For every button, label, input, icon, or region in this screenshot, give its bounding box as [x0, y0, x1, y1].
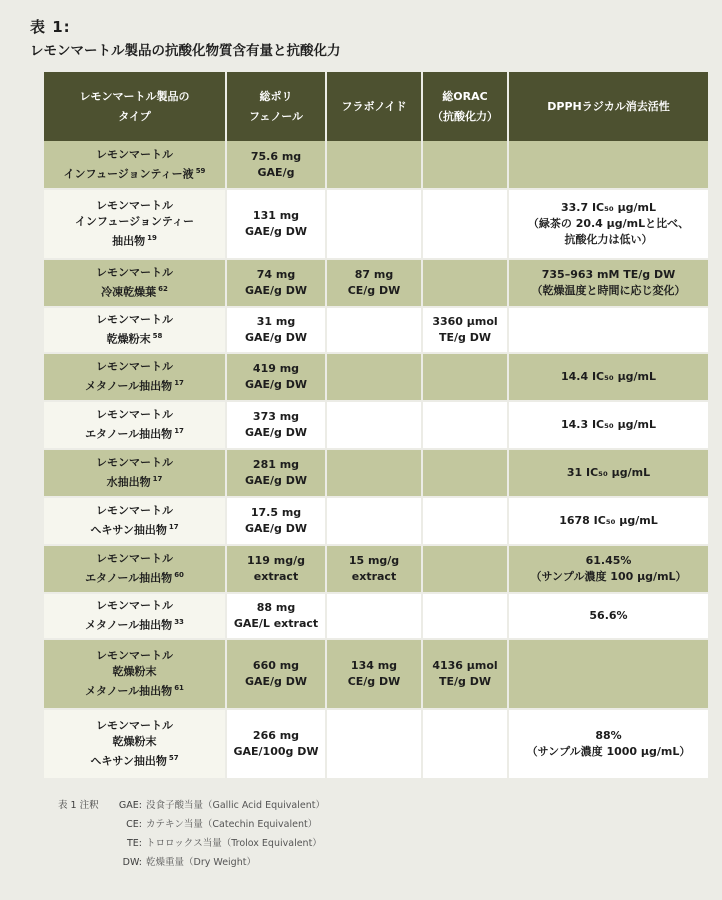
product-cell: [44, 449, 226, 497]
flavonoid-cell: 134 mg CE/g DW: [326, 639, 422, 709]
orac-cell: [422, 353, 508, 401]
antioxidant-table: [44, 72, 708, 780]
product-cell: [44, 497, 226, 545]
reference-number: 19: [147, 234, 157, 243]
flavonoid-cell: [326, 141, 422, 189]
reference-number: 17: [168, 523, 179, 532]
dpph-cell: 1678 IC₅₀ μg/mL: [508, 497, 708, 545]
polyphenol-cell: 119 mg/g extract: [226, 545, 326, 593]
orac-cell: [422, 709, 508, 779]
product-name: レモンマートル エタノール抽出物: [85, 408, 173, 441]
reference-number: 62: [158, 285, 168, 294]
dpph-cell: 61.45% （サンプル濃度 100 μg/mL）: [508, 545, 708, 593]
product-name: レモンマートル 冷凍乾燥葉: [96, 266, 173, 299]
column-header-total-polyphenol: 総ポリ フェノール: [226, 72, 326, 141]
product-cell: [44, 545, 226, 593]
product-name: レモンマートル 乾燥粉末: [96, 313, 173, 346]
reference-number: 17: [174, 427, 184, 436]
flavonoid-cell: [326, 449, 422, 497]
footnote-row: [58, 834, 325, 853]
product-cell: [44, 259, 226, 307]
product-name: レモンマートル メタノール抽出物: [85, 360, 173, 393]
product-name: レモンマートル メタノール抽出物: [85, 599, 173, 632]
orac-cell: [422, 593, 508, 639]
product-name: レモンマートル 水抽出物: [96, 456, 173, 489]
dpph-cell: 14.3 IC₅₀ μg/mL: [508, 401, 708, 449]
polyphenol-cell: 17.5 mg GAE/g DW: [226, 497, 326, 545]
table-number: 表 1:: [30, 18, 71, 36]
dpph-cell: 14.4 IC₅₀ μg/mL: [508, 353, 708, 401]
reference-number: 17: [174, 379, 184, 388]
dpph-cell: 88% （サンプル濃度 1000 μg/mL）: [508, 709, 708, 779]
footnote-row: [58, 853, 325, 872]
polyphenol-cell: 31 mg GAE/g DW: [226, 307, 326, 353]
orac-cell: 4136 μmol TE/g DW: [422, 639, 508, 709]
footnote-text: トロロックス当量（Trolox Equivalent）: [146, 838, 322, 849]
orac-cell: [422, 545, 508, 593]
dpph-cell: 735–963 mM TE/g DW （乾燥温度と時間に応じ変化）: [508, 259, 708, 307]
product-name: レモンマートル エタノール抽出物: [85, 552, 173, 585]
polyphenol-cell: 74 mg GAE/g DW: [226, 259, 326, 307]
reference-number: 58: [152, 332, 163, 341]
flavonoid-cell: [326, 353, 422, 401]
product-name: レモンマートル インフュージョンティー液: [63, 147, 194, 181]
flavonoid-cell: [326, 593, 422, 639]
flavonoid-cell: [326, 709, 422, 779]
table-row: [44, 307, 708, 353]
footnote-abbr: TE:: [126, 838, 142, 849]
reference-number: 17: [152, 475, 163, 484]
product-name: レモンマートル 乾燥粉末 メタノール抽出物: [85, 649, 173, 698]
polyphenol-cell: 88 mg GAE/L extract: [226, 593, 326, 639]
product-cell: [44, 401, 226, 449]
polyphenol-cell: 419 mg GAE/g DW: [226, 353, 326, 401]
orac-cell: [422, 189, 508, 259]
polyphenol-cell: 131 mg GAE/g DW: [226, 189, 326, 259]
product-cell: [44, 593, 226, 639]
footnote-text: 乾燥重量（Dry Weight）: [146, 857, 256, 868]
reference-number: 60: [174, 571, 184, 580]
table-row: [44, 259, 708, 307]
table-row: [44, 449, 708, 497]
table-row: [44, 709, 708, 779]
flavonoid-cell: [326, 497, 422, 545]
column-header-product-type: レモンマートル製品の タイプ: [44, 72, 226, 141]
product-cell: [44, 141, 226, 189]
orac-cell: [422, 259, 508, 307]
polyphenol-cell: 266 mg GAE/100g DW: [226, 709, 326, 779]
orac-cell: [422, 497, 508, 545]
product-name: レモンマートル ヘキサン抽出物: [90, 504, 173, 537]
product-name: レモンマートル 乾燥粉末 ヘキサン抽出物: [90, 719, 173, 768]
polyphenol-cell: 75.6 mg GAE/g: [226, 141, 326, 189]
product-cell: [44, 353, 226, 401]
flavonoid-cell: [326, 401, 422, 449]
dpph-cell: [508, 141, 708, 189]
product-name: レモンマートル インフュージョンティー 抽出物: [74, 199, 195, 248]
table-row: [44, 545, 708, 593]
product-cell: [44, 189, 226, 259]
table-row: [44, 593, 708, 639]
footnote-text: カテキン当量（Catechin Equivalent）: [146, 819, 318, 830]
dpph-cell: [508, 639, 708, 709]
table-row: [44, 141, 708, 189]
footnote-abbr: GAE:: [118, 800, 142, 811]
column-header-flavonoid: フラボノイド: [326, 72, 422, 141]
footnote-heading: 表 1 注釈: [58, 800, 99, 811]
footnote-abbr: DW:: [122, 857, 142, 868]
table-row: [44, 639, 708, 709]
dpph-cell: 56.6%: [508, 593, 708, 639]
flavonoid-cell: 87 mg CE/g DW: [326, 259, 422, 307]
footnotes: [58, 796, 325, 872]
column-header-total-orac: 総ORAC （抗酸化力）: [422, 72, 508, 141]
dpph-cell: 33.7 IC₅₀ μg/mL （緑茶の 20.4 μg/mLと比べ、 抗酸化力は低い）: [508, 189, 708, 259]
table-row: [44, 497, 708, 545]
footnote-row: [58, 796, 325, 815]
footnote-row: [58, 815, 325, 834]
table-body: [44, 141, 708, 779]
reference-number: 61: [174, 684, 184, 693]
product-cell: [44, 307, 226, 353]
table-row: [44, 189, 708, 259]
footnote-abbr: CE:: [126, 819, 142, 830]
polyphenol-cell: 660 mg GAE/g DW: [226, 639, 326, 709]
orac-cell: [422, 449, 508, 497]
column-header-dpph: DPPHラジカル消去活性: [508, 72, 708, 141]
footnote-text: 没食子酸当量（Gallic Acid Equivalent）: [146, 800, 325, 811]
polyphenol-cell: 373 mg GAE/g DW: [226, 401, 326, 449]
table-row: [44, 353, 708, 401]
orac-cell: 3360 μmol TE/g DW: [422, 307, 508, 353]
dpph-cell: [508, 307, 708, 353]
reference-number: 33: [174, 618, 184, 627]
product-cell: [44, 639, 226, 709]
polyphenol-cell: 281 mg GAE/g DW: [226, 449, 326, 497]
table-header-row: [44, 72, 708, 141]
flavonoid-cell: [326, 189, 422, 259]
table-title: レモンマートル製品の抗酸化物質含有量と抗酸化力: [30, 43, 341, 59]
reference-number: 59: [195, 166, 206, 175]
flavonoid-cell: [326, 307, 422, 353]
orac-cell: [422, 401, 508, 449]
orac-cell: [422, 141, 508, 189]
reference-number: 57: [168, 754, 179, 763]
product-cell: [44, 709, 226, 779]
dpph-cell: 31 IC₅₀ μg/mL: [508, 449, 708, 497]
table-row: [44, 401, 708, 449]
flavonoid-cell: 15 mg/g extract: [326, 545, 422, 593]
